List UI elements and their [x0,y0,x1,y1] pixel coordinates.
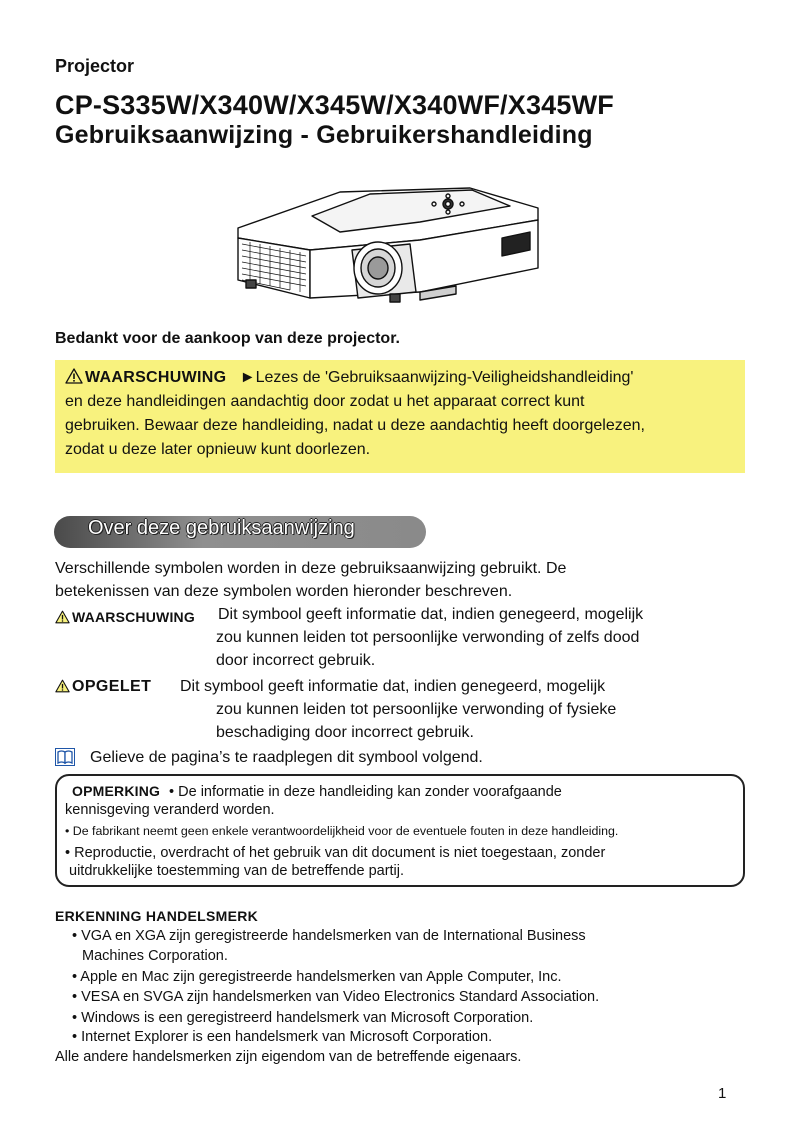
symbol-warning-text-3: door incorrect gebruik. [216,652,376,669]
intro-line-2: betekenissen van deze symbolen worden hieronder beschreven. [55,583,513,600]
warning-text-2: en deze handleidingen aandachtig door zodat u het apparaat correct kunt [65,393,585,410]
symbol-caution-label: OPGELET [72,678,152,695]
warning-triangle-icon [55,610,70,624]
warning-line-1 [65,366,735,390]
note-text-4: • Reproductie, overdracht of het gebruik van dit document is niet toegestaan, zonder [65,845,606,861]
intro-line-1: Verschillende symbolen worden in deze gebruiksaanwijzing gebruikt. De [55,560,567,577]
trademarks-heading: ERKENNING HANDELSMERK [55,908,259,924]
thanks-line: Bedankt voor de aankoop van deze projector. [55,330,400,347]
warning-text-1: Lezes de 'Gebruiksaanwijzing-Veiligheidshandleiding' [255,369,634,386]
warning-box [55,360,745,473]
warning-label: WAARSCHUWING [85,369,227,386]
note-first-line [72,783,562,801]
trademark-item-2: • Apple en Mac zijn geregistreerde handelsmerken van Apple Computer, Inc. [72,969,562,985]
warning-triangle-icon [65,368,83,384]
symbol-warning-label: WAARSCHUWING [72,609,195,625]
model-title: CP-S335W/X340W/X345W/X340WF/X345WF [55,90,614,120]
symbol-warning [55,609,195,627]
symbol-reference-text: Gelieve de pagina’s te raadplegen dit symbool volgend. [90,749,483,766]
symbol-caution-text-1: Dit symbool geeft informatie dat, indien genegeerd, mogelijk [180,678,606,695]
caution-triangle-icon [55,679,70,693]
book-icon [55,748,75,766]
trademark-item-5: • Internet Explorer is een handelsmerk van Microsoft Corporation. [72,1029,493,1045]
symbol-warning-text-2: zou kunnen leiden tot persoonlijke verwonding of zelfs dood [216,629,640,646]
doc-title: Gebruiksaanwijzing - Gebruikershandleiding [55,121,593,149]
note-text-3: • De fabrikant neemt geen enkele verantwoordelijkheid voor de eventuele fouten in deze handleiding. [65,824,619,838]
trademarks-footer: Alle andere handelsmerken zijn eigendom van de betreffende eigenaars. [55,1049,522,1065]
trademark-item-3: • VESA en SVGA zijn handelsmerken van Video Electronics Standard Association. [72,989,600,1005]
trademark-item-1-cont: Machines Corporation. [82,948,228,964]
note-text-2: kennisgeving veranderd worden. [65,802,275,818]
note-label: OPMERKING [72,783,161,799]
symbol-caution-text-2: zou kunnen leiden tot persoonlijke verwonding of fysieke [216,701,617,718]
warning-text-3: gebruiken. Bewaar deze handleiding, nadat u deze aandachtig heeft doorgelezen, [65,417,645,434]
projector-illustration [220,180,550,315]
note-text-5: uitdrukkelijke toestemming van de betreffende partij. [69,863,405,879]
doc-label: Projector [55,56,135,76]
trademark-item-4: • Windows is een geregistreerd handelsmerk van Microsoft Corporation. [72,1010,534,1026]
symbol-caution-text-3: beschadiging door incorrect gebruik. [216,724,474,741]
symbol-warning-text-1: Dit symbool geeft informatie dat, indien genegeerd, mogelijk [218,606,644,623]
warning-text-4: zodat u deze later opnieuw kunt doorlezen. [65,441,371,458]
symbol-caution [55,678,151,696]
section-heading: Over deze gebruiksaanwijzing [88,517,355,539]
arrow-icon: ► [239,369,256,386]
symbol-reference [55,748,75,768]
note-text-1: • De informatie in deze handleiding kan zonder voorafgaande [169,784,562,800]
page-number: 1 [718,1085,727,1102]
trademark-item-1: • VGA en XGA zijn geregistreerde handelsmerken van de International Business [72,928,586,944]
